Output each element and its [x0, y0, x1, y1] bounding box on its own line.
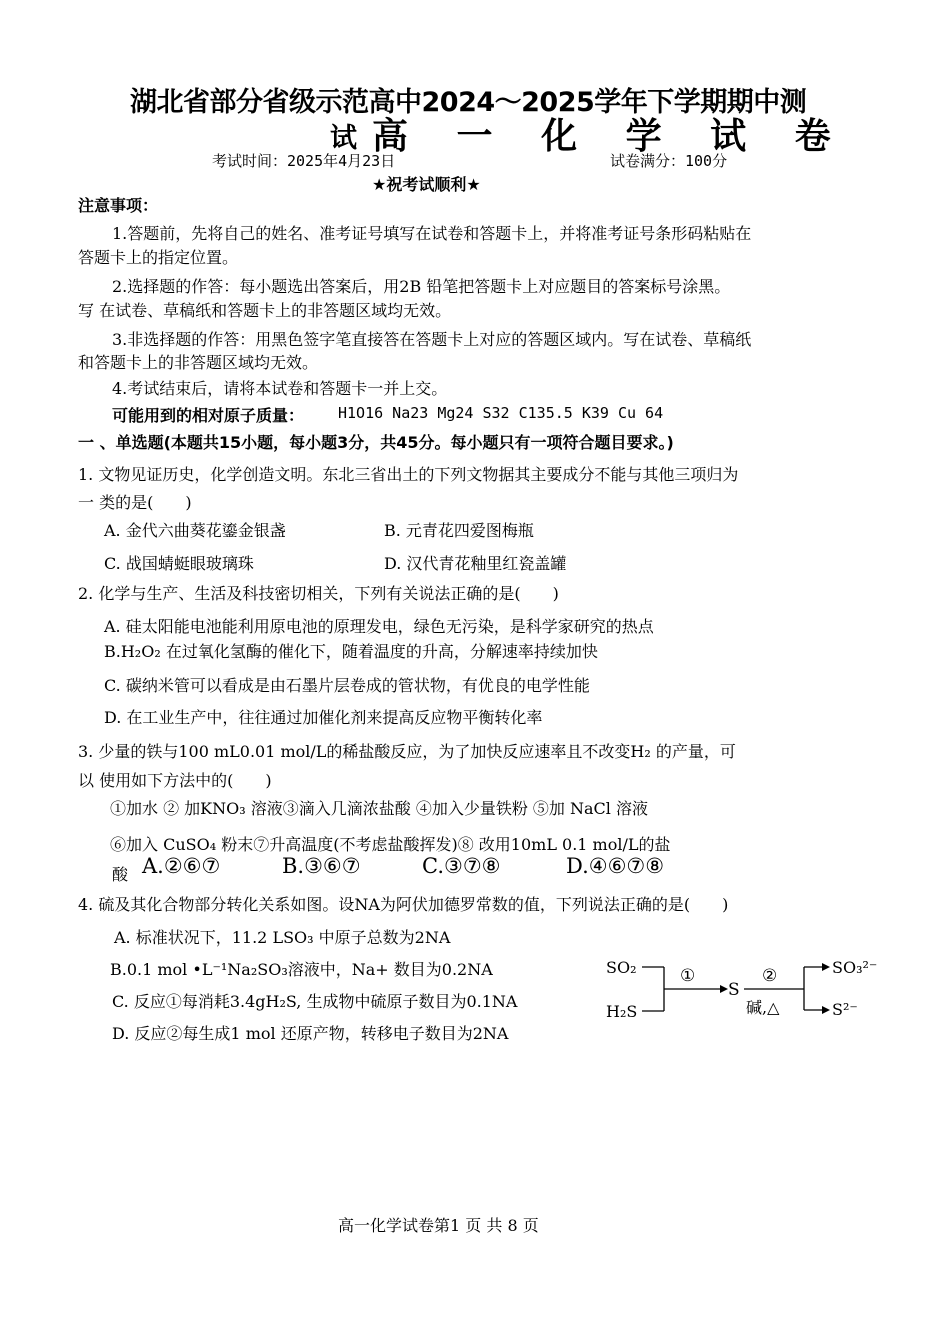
- question-1-stem: 1. 文物见证历史，化学创造文明。东北三省出土的下列文物据其主要成分不能与其他三项归为: [78, 465, 739, 484]
- diagram-sulfur: S: [728, 980, 740, 1000]
- question-1-stem-cont: 一 类的是( ): [78, 493, 192, 512]
- question-3-stem: 3. 少量的铁与100 mL0.01 mol/L的稀盐酸反应，为了加快反应速率且不改变H₂ 的产量，可: [78, 742, 736, 761]
- notice-line: 答题卡上的指定位置。: [78, 248, 239, 267]
- question-4-option-a: A. 标准状况下，11.2 LSO₃ 中原子总数为2NA: [114, 928, 451, 947]
- question-4-option-c: C. 反应①每消耗3.4gH₂S, 生成物中硫原子数目为0.1NA: [112, 992, 518, 1011]
- exam-time: 考试时间：2025年4月23日: [212, 152, 396, 170]
- diagram-step-2: ②: [762, 966, 778, 986]
- notice-line: 和答题卡上的非答题区域均无效。: [78, 353, 319, 372]
- diagram-step-1: ①: [680, 966, 696, 986]
- question-1-option-b: B. 元青花四爱图梅瓶: [384, 521, 534, 540]
- diagram-condition: 碱,△: [746, 998, 780, 1017]
- notice-line: 写 在试卷、草稿纸和答题卡上的非答题区域均无效。: [78, 301, 452, 320]
- exam-title-line2-prefix: 试: [330, 123, 357, 154]
- question-4-stem: 4. 硫及其化合物部分转化关系如图。设NA为阿伏加德罗常数的值，下列说法正确的是( ): [78, 895, 729, 914]
- question-4-option-b: B.0.1 mol •L⁻¹Na₂SO₃溶液中，Na+ 数目为0.2NA: [110, 960, 493, 979]
- full-score: 试卷满分：100分: [610, 152, 728, 170]
- question-4-option-d: D. 反应②每生成1 mol 还原产物，转移电子数目为2NA: [112, 1024, 509, 1043]
- question-2-option-d: D. 在工业生产中，往往通过加催化剂来提高反应物平衡转化率: [104, 708, 543, 727]
- notice-line: 4.考试结束后，请将本试卷和答题卡一并上交。: [112, 379, 448, 398]
- question-3-items: ⑥加入 CuSO₄ 粉末⑦升高温度(不考虑盐酸挥发)⑧ 改用10mL 0.1 mol/L的盐: [110, 835, 671, 854]
- exam-title-subject: 高 一 化 学 试 卷: [372, 116, 849, 157]
- question-3-option-a: A.②⑥⑦: [142, 854, 221, 878]
- diagram-sulfide: S²⁻: [832, 1000, 858, 1019]
- notice-heading: 注意事项：: [78, 196, 159, 215]
- diagram-so2: SO₂: [606, 958, 637, 977]
- page-footer: 高一化学试卷第1 页 共 8 页: [338, 1216, 539, 1235]
- sulfur-conversion-diagram: [600, 948, 880, 1028]
- good-luck-banner: ★祝考试顺利★: [372, 175, 481, 194]
- notice-line: 2.选择题的作答：每小题选出答案后，用2B 铅笔把答题卡上对应题目的答案标号涂黑。: [112, 277, 731, 296]
- question-2-option-a: A. 硅太阳能电池能利用原电池的原理发电，绿色无污染，是科学家研究的热点: [104, 617, 654, 636]
- question-3-items: ①加水 ② 加KNO₃ 溶液③滴入几滴浓盐酸 ④加入少量铁粉 ⑤加 NaCl 溶液: [110, 799, 648, 818]
- question-2-stem: 2. 化学与生产、生活及科技密切相关，下列有关说法正确的是( ): [78, 584, 559, 603]
- notice-line: 1.答题前，先将自己的姓名、准考证号填写在试卷和答题卡上，并将准考证号条形码粘贴在: [112, 224, 752, 243]
- question-1-option-c: C. 战国蜻蜓眼玻璃珠: [104, 554, 254, 573]
- question-3-stem-cont: 以 使用如下方法中的( ): [78, 771, 272, 790]
- question-1-option-a: A. 金代六曲葵花鎏金银盏: [104, 521, 286, 540]
- atomic-mass-values: H1O16 Na23 Mg24 S32 C135.5 K39 Cu 64: [338, 404, 664, 422]
- question-3-items-end: 酸: [112, 865, 129, 884]
- question-3-option-d: D.④⑥⑦⑧: [566, 854, 665, 878]
- question-3-option-c: C.③⑦⑧: [422, 854, 501, 878]
- question-2-option-b: B.H₂O₂ 在过氧化氢酶的催化下，随着温度的升高，分解速率持续加快: [104, 642, 598, 661]
- question-1-option-d: D. 汉代青花釉里红瓷盖罐: [384, 554, 567, 573]
- question-3-option-b: B.③⑥⑦: [282, 854, 361, 878]
- question-2-option-c: C. 碳纳米管可以看成是由石墨片层卷成的管状物，有优良的电学性能: [104, 676, 590, 695]
- exam-title-line1: 湖北省部分省级示范高中2024～2025学年下学期期中测: [130, 87, 807, 118]
- section-heading: 一 、单选题(本题共15小题，每小题3分，共45分。每小题只有一项符合题目要求。): [78, 433, 674, 452]
- atomic-mass-label: 可能用到的相对原子质量：: [112, 406, 305, 425]
- diagram-h2s: H₂S: [606, 1002, 638, 1021]
- notice-line: 3.非选择题的作答：用黑色签字笔直接答在答题卡上对应的答题区域内。写在试卷、草稿纸: [112, 330, 752, 349]
- diagram-sulfite: SO₃²⁻: [832, 958, 878, 977]
